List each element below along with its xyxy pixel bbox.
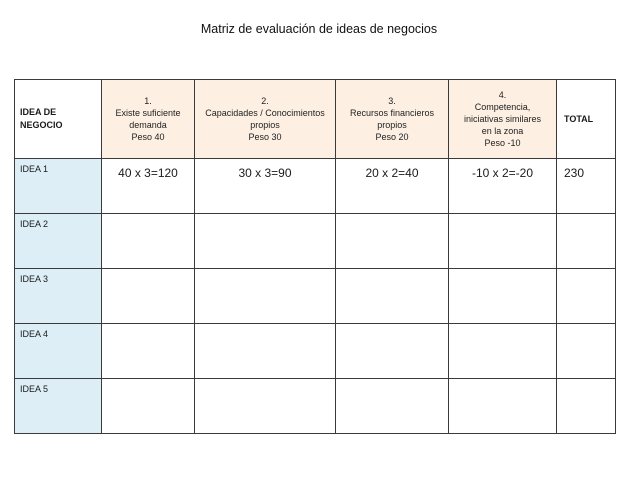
score-cell[interactable]	[336, 214, 449, 269]
total-cell[interactable]	[557, 324, 616, 379]
page-title: Matriz de evaluación de ideas de negocios	[200, 22, 438, 36]
criterion-1-line: 1.	[144, 96, 152, 106]
criterion-3-header	[336, 80, 449, 159]
score-cell[interactable]	[102, 214, 195, 269]
criterion-1-header	[102, 80, 195, 159]
score-cell[interactable]	[195, 214, 336, 269]
score-cell[interactable]	[336, 379, 449, 434]
total-cell[interactable]	[557, 214, 616, 269]
score-cell[interactable]	[102, 324, 195, 379]
criterion-3-line: Peso 20	[375, 132, 409, 142]
idea-name-cell: IDEA 1	[15, 159, 102, 214]
score-cell[interactable]	[449, 379, 557, 434]
score-cell[interactable]	[102, 379, 195, 434]
criterion-4-line: iniciativas similares	[463, 114, 542, 124]
score-cell[interactable]: 20 x 2=40	[336, 159, 449, 214]
idea-name-cell: IDEA 5	[15, 379, 102, 434]
score-cell[interactable]	[195, 269, 336, 324]
criterion-2-line: Peso 30	[248, 132, 282, 142]
score-cell[interactable]	[336, 324, 449, 379]
total-column-header: TOTAL	[557, 80, 616, 159]
idea-name-cell: IDEA 2	[15, 214, 102, 269]
criterion-4-header	[449, 80, 557, 159]
total-cell[interactable]	[557, 269, 616, 324]
score-cell[interactable]	[195, 324, 336, 379]
score-cell[interactable]	[195, 379, 336, 434]
evaluation-matrix-table	[14, 79, 616, 434]
idea-name-cell: IDEA 4	[15, 324, 102, 379]
idea-name-cell: IDEA 3	[15, 269, 102, 324]
table-row	[15, 159, 616, 214]
criterion-4-line: Peso -10	[484, 138, 521, 148]
table-row	[15, 324, 616, 379]
idea-header-line2: NEGOCIO	[20, 120, 63, 130]
criterion-4-line: en la zona	[481, 126, 524, 136]
idea-column-header	[15, 80, 102, 159]
criterion-2-line: Capacidades / Conocimientos	[205, 108, 325, 118]
score-cell[interactable]	[449, 269, 557, 324]
criterion-4-line: Competencia,	[474, 102, 531, 112]
total-cell[interactable]	[557, 379, 616, 434]
criterion-1-line: Existe suficiente	[115, 108, 181, 118]
criterion-2-header	[195, 80, 336, 159]
table-row	[15, 214, 616, 269]
score-cell[interactable]: 40 x 3=120	[102, 159, 195, 214]
criterion-1-line: Peso 40	[131, 132, 165, 142]
criterion-4-line: 4.	[498, 90, 507, 100]
score-cell[interactable]: -10 x 2=-20	[449, 159, 557, 214]
criterion-1-line: demanda	[129, 120, 167, 130]
table-row	[15, 379, 616, 434]
table-row	[15, 269, 616, 324]
criterion-3-line: 3.	[388, 96, 396, 106]
score-cell[interactable]	[102, 269, 195, 324]
score-cell[interactable]	[449, 324, 557, 379]
total-cell[interactable]: 230	[557, 159, 616, 214]
criterion-2-line: propios	[250, 120, 280, 130]
criterion-3-line: Recursos financieros	[349, 108, 435, 118]
criterion-2-line: 2.	[261, 96, 269, 106]
criterion-3-line: propios	[377, 120, 407, 130]
header-row	[15, 80, 616, 159]
score-cell[interactable]	[449, 214, 557, 269]
score-cell[interactable]: 30 x 3=90	[195, 159, 336, 214]
idea-header-line1: IDEA DE	[20, 107, 57, 117]
score-cell[interactable]	[336, 269, 449, 324]
